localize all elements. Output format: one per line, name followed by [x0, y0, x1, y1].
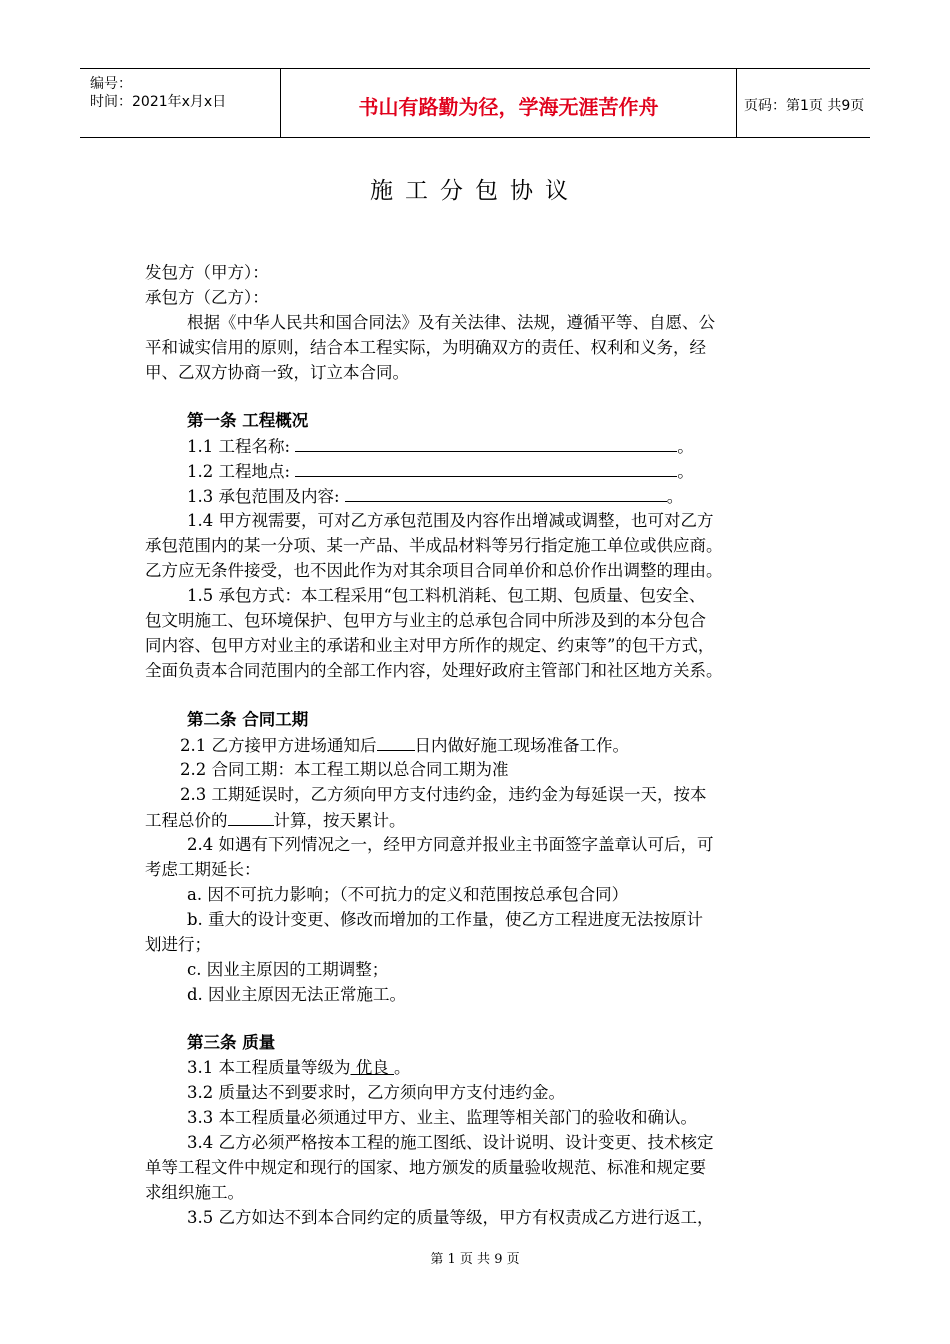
end-mark: 。	[677, 437, 694, 456]
motto: 书山有路勤为径，学海无涯苦作舟	[358, 95, 659, 119]
clause-2-1-text: 日内做好施工现场准备工作。	[414, 736, 629, 755]
clause-1-4-line: 承包范围内的某一分项、某一产品、半成品材料等另行指定施工单位或供应商。	[145, 536, 723, 555]
clause-1-5-line: 全面负责本合同范围内的全部工作内容，处理好政府主管部门和社区地方关系。	[145, 661, 723, 680]
item-d: d. 因业主原因无法正常施工。	[187, 985, 407, 1004]
article-3-heading: 第三条 质量	[187, 1033, 276, 1052]
rate-blank	[228, 809, 274, 826]
preamble-line: 平和诚实信用的原则，结合本工程实际，为明确双方的责任、权利和义务，经	[145, 338, 706, 357]
clause-1-5-line: 包文明施工、包环境保护、包甲方与业主的总承包合同中所涉及到的本分包合	[145, 611, 706, 630]
clause-3-4-line: 求组织施工。	[145, 1183, 244, 1202]
page-footer: 第 1 页 共 9 页	[430, 1252, 520, 1267]
clause-3-4-line: 3.4 乙方必须严格按本工程的施工图纸、设计说明、设计变更、技术核定	[187, 1133, 714, 1152]
scope-row	[187, 485, 683, 508]
clause-2-2: 2.2 合同工期：本工程工期以总合同工期为准	[180, 760, 509, 779]
end-mark: 。	[666, 487, 684, 506]
item-c: c. 因业主原因的工期调整；	[187, 960, 389, 979]
document-title: 施工分包协议	[370, 178, 580, 204]
subcontractor-line: 承包方（乙方）：	[145, 288, 269, 307]
time-label: 时间：2021年x月x日	[90, 94, 227, 110]
number-label: 编号：	[90, 76, 132, 92]
header-right-cell	[736, 69, 870, 137]
item-b-line: b. 重大的设计变更、修改而增加的工作量，使乙方工程进度无法按原计	[187, 910, 704, 929]
clause-2-4-line: 考虑工期延长：	[145, 860, 261, 879]
clause-1-5-line: 同内容、包甲方对业主的承诺和业主对甲方所作的规定、约束等”的包干方式，	[145, 636, 715, 655]
end-mark: 。	[677, 462, 694, 481]
header-left-cell	[80, 69, 280, 137]
clause-2-1	[180, 734, 629, 757]
item-b-line: 划进行；	[145, 935, 211, 954]
article-2-heading: 第二条 合同工期	[187, 710, 309, 729]
item-a: a. 因不可抗力影响；（不可抗力的定义和范围按总承包合同）	[187, 885, 629, 904]
clause-3-2: 3.2 质量达不到要求时，乙方须向甲方支付违约金。	[187, 1083, 565, 1102]
page-code: 页码：第1页 共9页	[744, 98, 865, 114]
scope-label: 1.3 承包范围及内容:	[187, 487, 340, 506]
article-1-heading: 第一条 工程概况	[187, 411, 309, 430]
header-center-cell	[280, 69, 737, 137]
days-blank	[377, 734, 415, 751]
project-name-blank	[295, 435, 677, 452]
clause-2-1-text: 2.1 乙方接甲方进场通知后	[180, 736, 377, 755]
clause-3-1-text: 3.1 本工程质量等级为	[187, 1058, 351, 1077]
project-location-row	[187, 460, 694, 483]
clause-1-4-line: 乙方应无条件接受，也不因此作为对其余项目合同单价和总价作出调整的理由。	[145, 561, 723, 580]
clause-3-4-line: 单等工程文件中规定和现行的国家、地方颁发的质量验收规范、标准和规定要	[145, 1158, 706, 1177]
clause-2-3-line: 2.3 工期延误时，乙方须向甲方支付违约金，违约金为每延误一天，按本	[180, 785, 707, 804]
project-location-blank	[295, 460, 677, 477]
project-name-row	[187, 435, 694, 458]
preamble-line: 甲、乙双方协商一致，订立本合同。	[145, 363, 409, 382]
scope-blank	[345, 485, 667, 502]
preamble-line: 根据《中华人民共和国合同法》及有关法律、法规，遵循平等、自愿、公	[187, 313, 715, 332]
clause-2-4-line: 2.4 如遇有下列情况之一，经甲方同意并报业主书面签字盖章认可后，可	[187, 835, 714, 854]
clause-3-1	[187, 1057, 411, 1079]
project-name-label: 1.1 工程名称:	[187, 437, 291, 456]
clause-1-4-line: 1.4 甲方视需要，可对乙方承包范围及内容作出增减或调整，也可对乙方	[187, 511, 714, 530]
contractor-line: 发包方（甲方）：	[145, 263, 269, 282]
clause-2-3-line	[145, 809, 406, 832]
clause-3-1-text: 。	[394, 1058, 411, 1077]
document-header	[80, 68, 870, 138]
clause-2-3-text: 工程总价的	[145, 811, 228, 830]
quality-grade-value: 优良	[350, 1058, 394, 1077]
project-location-label: 1.2 工程地点:	[187, 462, 291, 481]
clause-3-5: 3.5 乙方如达不到本合同约定的质量等级，甲方有权责成乙方进行返工，	[187, 1208, 714, 1227]
clause-1-5-line: 1.5 承包方式：本工程采用“包工料机消耗、包工期、包质量、包安全、	[187, 586, 706, 605]
clause-2-3-text: 计算，按天累计。	[273, 811, 406, 830]
clause-3-3: 3.3 本工程质量必须通过甲方、业主、监理等相关部门的验收和确认。	[187, 1108, 697, 1127]
